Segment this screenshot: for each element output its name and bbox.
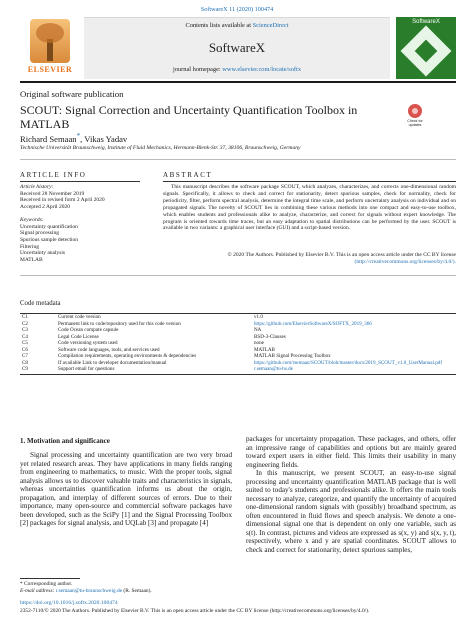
abstract-rule (163, 181, 456, 182)
footnote-mark: * (20, 581, 23, 587)
code-description-cell: Permanent link to code/repository used for this code version (58, 320, 181, 327)
license-footer: 2352-7110/© 2020 The Authors. Published by Elsevier B.V. This is an open access article under the CC BY license (http://creativecommons.org/licenses/by/4.0/). (20, 608, 370, 614)
contents-line (84, 22, 390, 29)
code-value-cell: NA (254, 327, 262, 333)
code-id-cell: C8 (22, 359, 28, 366)
keyword-item: Spurious sample detection (20, 236, 79, 243)
code-value-link[interactable]: https://github.com/rsemaan/SCOUT/blob/master/docs/2019_SCOUT_v1.0_UserManual.pdf (254, 359, 443, 366)
code-description-cell: Current code version (56, 314, 252, 322)
article-title: SCOUT: Signal Correction and Uncertainty Quantification Toolbox in MATLAB (20, 103, 358, 131)
author-affiliation: Technische Universität Braunschweig, Institute of Fluid Mechanics, Hermann-Blenk-Str. 37, 38106, Braunschweig, Germany (20, 145, 301, 151)
keyword-item: Signal processing (20, 230, 59, 237)
code-description-cell: If available Link to developer documentation/manual (58, 359, 167, 366)
code-metadata-table (20, 313, 456, 375)
code-id-cell: C2 (22, 320, 28, 327)
footnote (20, 581, 232, 594)
code-value-cell: v1.0 (252, 314, 456, 322)
email-suffix: (R. Semaan). (122, 587, 152, 594)
journal-cover[interactable] (396, 17, 456, 79)
code-description-cell: Compilation requirements, operating environments & dependencies (58, 353, 197, 359)
keyword-item: Filtering (20, 243, 39, 250)
code-value-cell: MATLAB Signal Processing Toolbox (254, 353, 331, 359)
check-updates-label: Check for updates (407, 119, 423, 127)
copyright-text: © 2020 The Authors. Published by Elsevier B.V. This is an open access article under the CC BY license (227, 252, 456, 258)
section-heading: 1. Motivation and significance (20, 437, 110, 445)
keyword-item: MATLAB (20, 257, 43, 264)
keywords-label: Keywords: (20, 216, 44, 223)
code-description-cell: Code Ocean compute capsule (58, 327, 119, 333)
code-value-link[interactable]: https://github.com/ElsevierSoftwareX/SOFTX_2019_366 (254, 320, 372, 327)
journal-banner (84, 17, 390, 79)
cc-license-link[interactable]: (http://creativecommons.org/licenses/by/4.0/). (354, 258, 456, 265)
author-email-link[interactable]: r.semaan@tu-braunschweig.de (55, 587, 123, 594)
code-id-cell: C1 (20, 314, 56, 322)
article-type: Original software publication (20, 89, 124, 99)
code-id-cell: C7 (22, 353, 28, 359)
abstract-body: This manuscript describes the software package SCOUT, which analyzes, characterizes, and corrects one-dimensional random signals. Specifically, it allows to check and correct for stationarity, detect spurious samples, check for normality, check for periodicity, filter, perform spectral analysis, determine the integral time scale, and perform uncertainty analysis on individual and on propagated signals. The novelty of SCOUT lies in combining these various methods into one compact and easy-to-use toolbox, which enables students and professionals alike to analyze, characterize, and correct for signals without expert knowledge. The program is oriented towards time traces, but an easy adaptation to spatial distributions can be performed by the user. SCOUT is available in two variants: a graphical user interface (GUI) and a script-based version. (163, 184, 456, 232)
history-item: Received 28 November 2019 (20, 190, 85, 197)
homepage-prefix: journal homepage: (172, 66, 223, 73)
body-paragraph: packages for uncertainty propagation. These packages, and others, offer an impressive range of capabilities and options but are mainly geared toward expert users in either field. This limits their usability in many engineering fields. (246, 435, 456, 469)
keyword-item: Uncertainty analysis (20, 250, 66, 257)
code-metadata-title: Code metadata (20, 300, 61, 307)
code-value-link[interactable]: r.semaan@tu-bs.de (252, 367, 456, 374)
sciencedirect-link[interactable]: ScienceDirect (252, 22, 289, 29)
body-column-right (246, 435, 456, 554)
code-description-cell: Software code languages, tools, and services used (58, 346, 160, 353)
abstract-heading: ABSTRACT (163, 171, 213, 179)
code-id-cell: C3 (22, 327, 28, 333)
code-id-cell: C6 (22, 346, 28, 353)
homepage-line (84, 66, 390, 73)
code-id-cell: C9 (20, 367, 56, 374)
code-value-cell: none (254, 340, 264, 346)
code-id-cell: C4 (22, 333, 28, 340)
author-name: Richard Semaan (20, 133, 77, 144)
code-value-cell: BSD-3-Clauses (254, 333, 286, 340)
abstract-divider (20, 275, 456, 276)
article-info-column (20, 184, 140, 264)
author-separator: , (80, 133, 85, 144)
author-list (20, 132, 127, 144)
keyword-item: Uncertainty quantification (20, 223, 78, 230)
article-info-heading: ARTICLE INFO (20, 171, 87, 179)
cover-title: SoftwareX (412, 19, 440, 25)
homepage-link[interactable]: www.elsevier.com/locate/softx (222, 66, 302, 73)
email-label: E-mail address: (20, 587, 56, 594)
elsevier-tree-icon (30, 19, 70, 63)
code-description-cell: Code versioning system used (58, 340, 118, 346)
article-info-rule (20, 181, 140, 182)
history-label: Article history: (20, 184, 54, 190)
abstract-copyright (163, 252, 456, 266)
affiliation-divider (20, 159, 456, 160)
footnote-text: Corresponding author. (22, 581, 73, 587)
code-description-cell: Support email for questions (56, 367, 252, 374)
history-item: Accepted 2 April 2020 (20, 204, 70, 211)
history-item: Received in revised form 2 April 2020 (20, 197, 105, 204)
check-for-updates-badge[interactable] (404, 104, 426, 130)
journal-citation[interactable]: SoftwareX 11 (2020) 100474 (200, 6, 274, 13)
doi-link[interactable]: https://doi.org/10.1016/j.softx.2020.100474 (20, 600, 118, 606)
journal-name: SoftwareX (208, 40, 266, 55)
author-name: Vikas Yadav (84, 133, 128, 144)
corresponding-author-mark[interactable]: * (76, 132, 81, 140)
header-divider (20, 81, 456, 83)
code-id-cell: C5 (22, 340, 28, 346)
body-column-left: Signal processing and uncertainty quantification are two very broad yet related research areas. They have applications in many fields ranging from engineering to mathematics, to music. With the proper tools, signal analysis allows us to discover valuable traits and characteristics in signals, whereas uncertainties quantification informs us about the origin, propagation, and interplay of different sources of errors. Due to their importance, many open-source and commercial software packages have been developed, such as the SciPy [1] and the Signal Processing Toolbox [2] packages for signal analysis, and UQLab [3] and propagate [4] (20, 451, 232, 527)
check-updates-icon (408, 104, 422, 118)
body-paragraph: In this manuscript, we present SCOUT, an easy-to-use signal processing and uncertainty quantification MATLAB package that is well suited to today's students and professionals alike. It offers the main tools necessary to analyze, categorize, and quantify the uncertainty of acquired one-dimensional random signals with (possibly) broadband spectrum, as often encountered in fluid flows and speech analysis. We denote a one-dimensional signal one that is dependent on only one variable, such as s(t). In contrast, pictures and videos are expressed as s(x, y) and s(x, y, t), respectively, where x and y are spatial coordinates. SCOUT allows to check and correct for stationarity, detect spurious samples, (246, 469, 456, 554)
footnote-divider (20, 578, 80, 579)
code-value-cell: MATLAB (254, 346, 275, 353)
elsevier-logo[interactable] (20, 17, 80, 79)
code-description-cell: Legal Code License (58, 333, 99, 340)
table-row (20, 367, 456, 374)
contents-prefix: Contents lists available at (185, 22, 253, 29)
elsevier-wordmark: ELSEVIER (27, 65, 73, 74)
journal-header (20, 17, 456, 79)
